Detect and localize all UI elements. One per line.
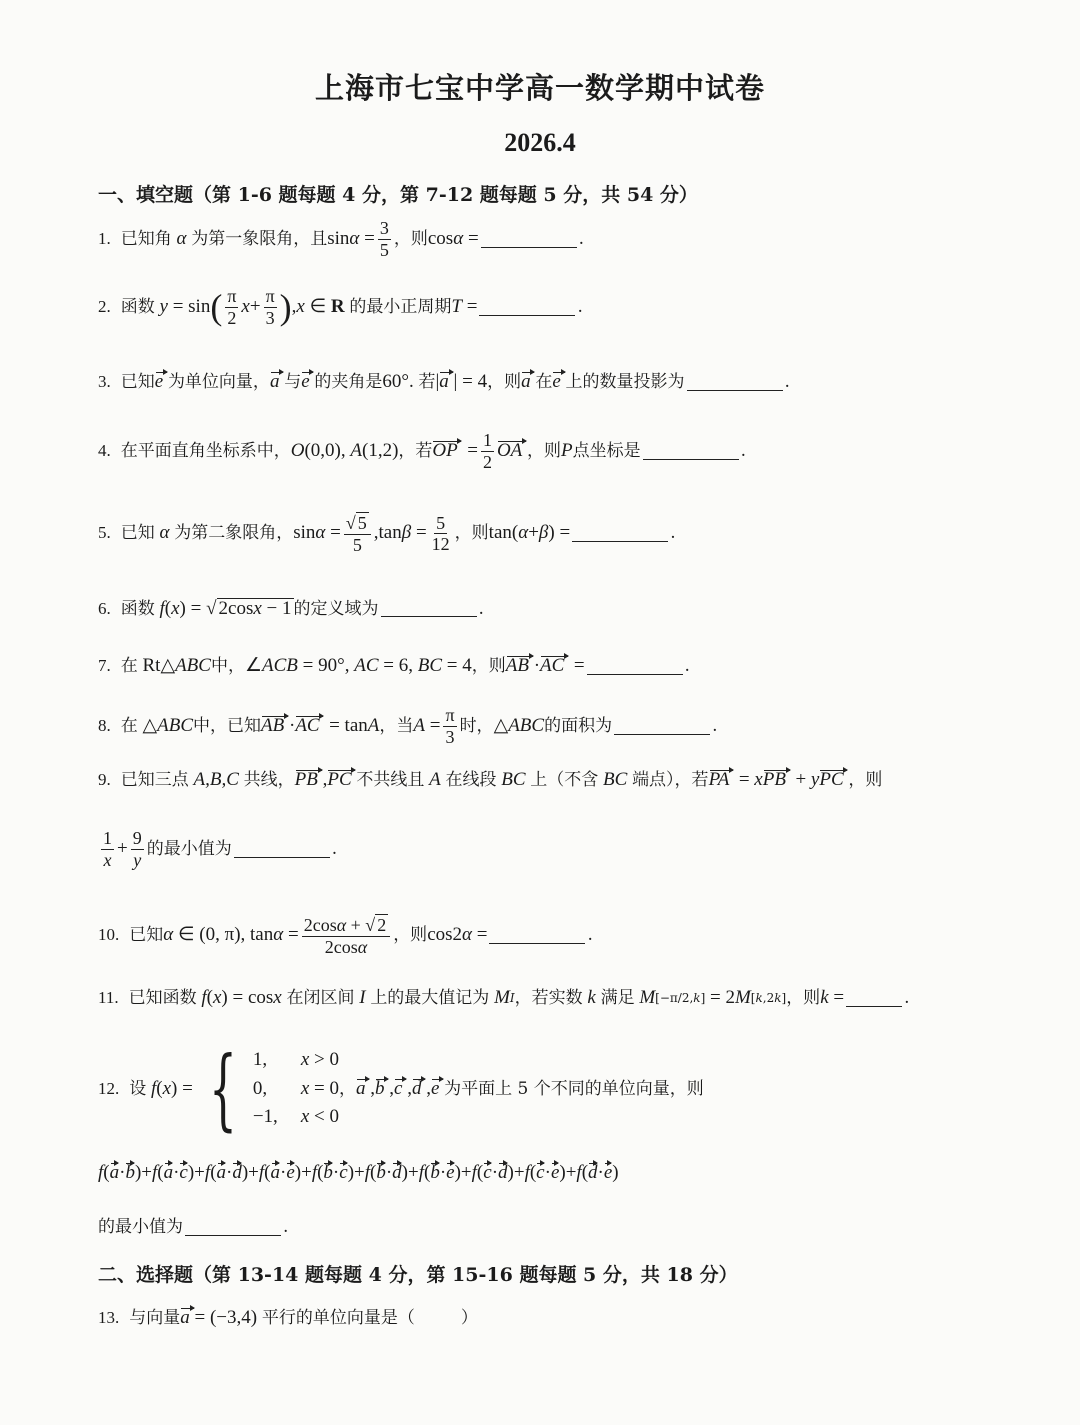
question-text: 上的最大值记为	[370, 988, 490, 1009]
question-text: 不共线且	[356, 770, 425, 791]
question-number: 9.	[98, 770, 111, 790]
answer-blank	[481, 231, 577, 248]
question-1: 1. 已知角 α 为第一象限角，且 sin α = $\frac{3}{5}$ ，则 cos α = .	[98, 218, 585, 260]
exam-title: 上海市七宝中学高一数学期中试卷	[314, 71, 765, 105]
question-12-continued: 的最小值为 .	[98, 1217, 289, 1237]
question-text: 的夹角是	[314, 372, 383, 393]
question-3: 3. 已知 e 为单位向量， a 与 e 的夹角是 60°. 若 | a | = 4 ，则 a 在 e 上的数量投影为 .	[98, 371, 790, 393]
question-text: ）	[460, 1308, 478, 1329]
question-text: 在线段	[445, 770, 497, 791]
question-text: 函数	[120, 598, 155, 619]
question-text: 若	[418, 372, 436, 393]
answer-blank	[185, 1219, 281, 1236]
question-number: 3.	[98, 372, 111, 392]
question-text: 已知	[120, 372, 155, 393]
question-text: 平行的单位向量是（	[261, 1308, 415, 1329]
question-text: ，	[339, 1078, 356, 1099]
question-8: 8. 在 △ ABC 中，已知 AB · AC = tan A ，当 A = $\frac{\pi}{3}$ 时， △ ABC 的面积为 .	[98, 705, 718, 747]
answer-blank	[687, 374, 783, 391]
question-text: 与向量	[129, 1308, 181, 1329]
question-text: 在平面直角坐标系中，	[120, 440, 291, 461]
question-number: 8.	[98, 715, 111, 735]
question-10: 10. 已知 α ∈ (0, π), tan α = $\frac{2\cos\alpha + √ 2}{2\cos\alpha}$ ，则 cos2 α = .	[98, 915, 593, 957]
question-text: 在	[120, 656, 138, 677]
question-number: 2.	[98, 296, 111, 316]
question-text: 端点），若	[632, 770, 709, 791]
question-text: 中，已知	[193, 715, 262, 736]
question-text: ，若实数	[514, 988, 583, 1009]
question-text: 已知三点	[120, 770, 189, 791]
question-7: 7. 在 Rt△ ABC 中， ∠ ACB = 90°, AC = 6, BC = 4 ，则 AB · AC = .	[98, 655, 690, 677]
question-text: 已知	[120, 523, 155, 544]
section-choice-heading: 二、选择题（第 13-14 题每题 4 分，第 15-16 题每题 5 分，共 18 分）	[98, 1264, 738, 1286]
question-number: 12.	[98, 1078, 120, 1098]
question-text: ，则	[487, 372, 522, 393]
question-text: 在	[120, 715, 138, 736]
question-text: ，则	[471, 656, 506, 677]
question-text: ，则	[848, 770, 883, 791]
question-12: 12. 设 f ( x ) = { 1, x > 0 0, x = 0 −1, x < 0 ， a , b , c , d , e 为平面上 5 个不同的单位向量，则	[98, 1037, 704, 1140]
question-text: ，若	[398, 440, 433, 461]
question-number: 4.	[98, 440, 111, 460]
question-text: 的最小值为	[146, 838, 232, 859]
answer-blank	[234, 841, 330, 858]
question-text: 为平面上 5 个不同的单位向量，则	[444, 1078, 704, 1099]
answer-blank	[572, 525, 668, 542]
question-text: 点坐标是	[572, 440, 641, 461]
question-number: 7.	[98, 656, 111, 676]
answer-blank	[381, 600, 477, 617]
question-text: 上（不含	[530, 770, 599, 791]
question-number: 10.	[98, 925, 120, 945]
question-text: 在闭区间	[286, 988, 355, 1009]
answer-blank	[643, 443, 739, 460]
question-number: 6.	[98, 598, 111, 618]
question-13: 13. 与向量 a = (−3,4) 平行的单位向量是（ ）	[98, 1307, 478, 1329]
answer-blank	[479, 299, 575, 316]
question-text: ，则	[786, 988, 821, 1009]
question-9: 9. 已知三点 A,B,C 共线， PB , PC 不共线且 A 在线段 BC 上（不含 BC 端点），若 PA = x PB + y PC ，则	[98, 769, 883, 791]
question-text: 在	[535, 372, 553, 393]
question-9-continued: $\frac{1}{x}$ + $\frac{9}{y}$ 的最小值为 .	[103, 828, 338, 870]
question-6: 6. 函数 f ( x ) = √ 2cosx − 1 的定义域为 .	[98, 597, 484, 619]
question-text: 的最小值为	[98, 1217, 183, 1237]
question-text: 已知函数	[128, 988, 197, 1009]
question-text: 的面积为	[544, 715, 613, 736]
answer-blank	[587, 658, 683, 675]
question-text: 已知	[129, 925, 164, 946]
question-text: ，则	[393, 228, 428, 249]
answer-blank	[614, 718, 710, 735]
question-11: 11. 已知函数 f ( x ) = cos x 在闭区间 I 上的最大值记为 M I ，若实数 k 满足 M [−π/2,k] = 2 M [k,2k] ，则 k = .	[98, 987, 910, 1009]
exam-date: 2026.4	[504, 128, 576, 157]
question-number: 5.	[98, 523, 111, 543]
question-2: 2. 函数 y = sin ( $\frac{\pi}{2}$ x + $\frac{\pi}{3}$ ) , x ∈ R 的最小正周期 T = .	[98, 286, 583, 328]
question-text: 时，	[459, 715, 494, 736]
question-text: 与	[284, 372, 302, 393]
question-12-expression: f(a·b)+f(a·c)+f(a·d)+f(a·e)+f(b·c)+f(b·d)+f(b·e)+f(c·d)+f(c·e)+f(d·e)	[98, 1162, 619, 1183]
question-4: 4. 在平面直角坐标系中， O (0,0), A (1,2) ，若 OP = $\frac{1}{2}$ OA ，则 P 点坐标是 .	[98, 430, 747, 472]
question-text: 设	[129, 1078, 147, 1099]
question-number: 13.	[98, 1308, 120, 1328]
question-text: 上的数量投影为	[565, 372, 685, 393]
question-number: 1.	[98, 228, 111, 248]
answer-blank	[846, 990, 902, 1007]
question-text: 为单位向量，	[167, 372, 270, 393]
question-text: 为第一象限角，且	[191, 228, 328, 249]
question-text: 函数	[120, 296, 155, 317]
question-text: 的定义域为	[293, 598, 379, 619]
question-text: 满足	[600, 988, 635, 1009]
question-text: 已知角	[120, 228, 172, 249]
question-number: 11.	[98, 988, 119, 1008]
question-5: 5. 已知 α 为第二象限角， sin α = $\frac{√ 5}{5}$ ,tan β = $\frac{5}{12}$ ，则 tan( α + β ) = .	[98, 512, 676, 555]
question-text: 为第二象限角，	[174, 523, 294, 544]
answer-blank	[489, 927, 585, 944]
question-text: ，当	[379, 715, 414, 736]
question-text: ，则	[527, 440, 562, 461]
question-text: ，则	[393, 925, 428, 946]
question-text: 共线，	[243, 770, 295, 791]
section-fill-in-heading: 一、填空题（第 1-6 题每题 4 分，第 7-12 题每题 5 分，共 54 分）	[98, 184, 698, 206]
question-text: 中，	[210, 656, 245, 677]
question-text: ，则	[454, 523, 489, 544]
question-text: 的最小正周期	[349, 296, 452, 317]
